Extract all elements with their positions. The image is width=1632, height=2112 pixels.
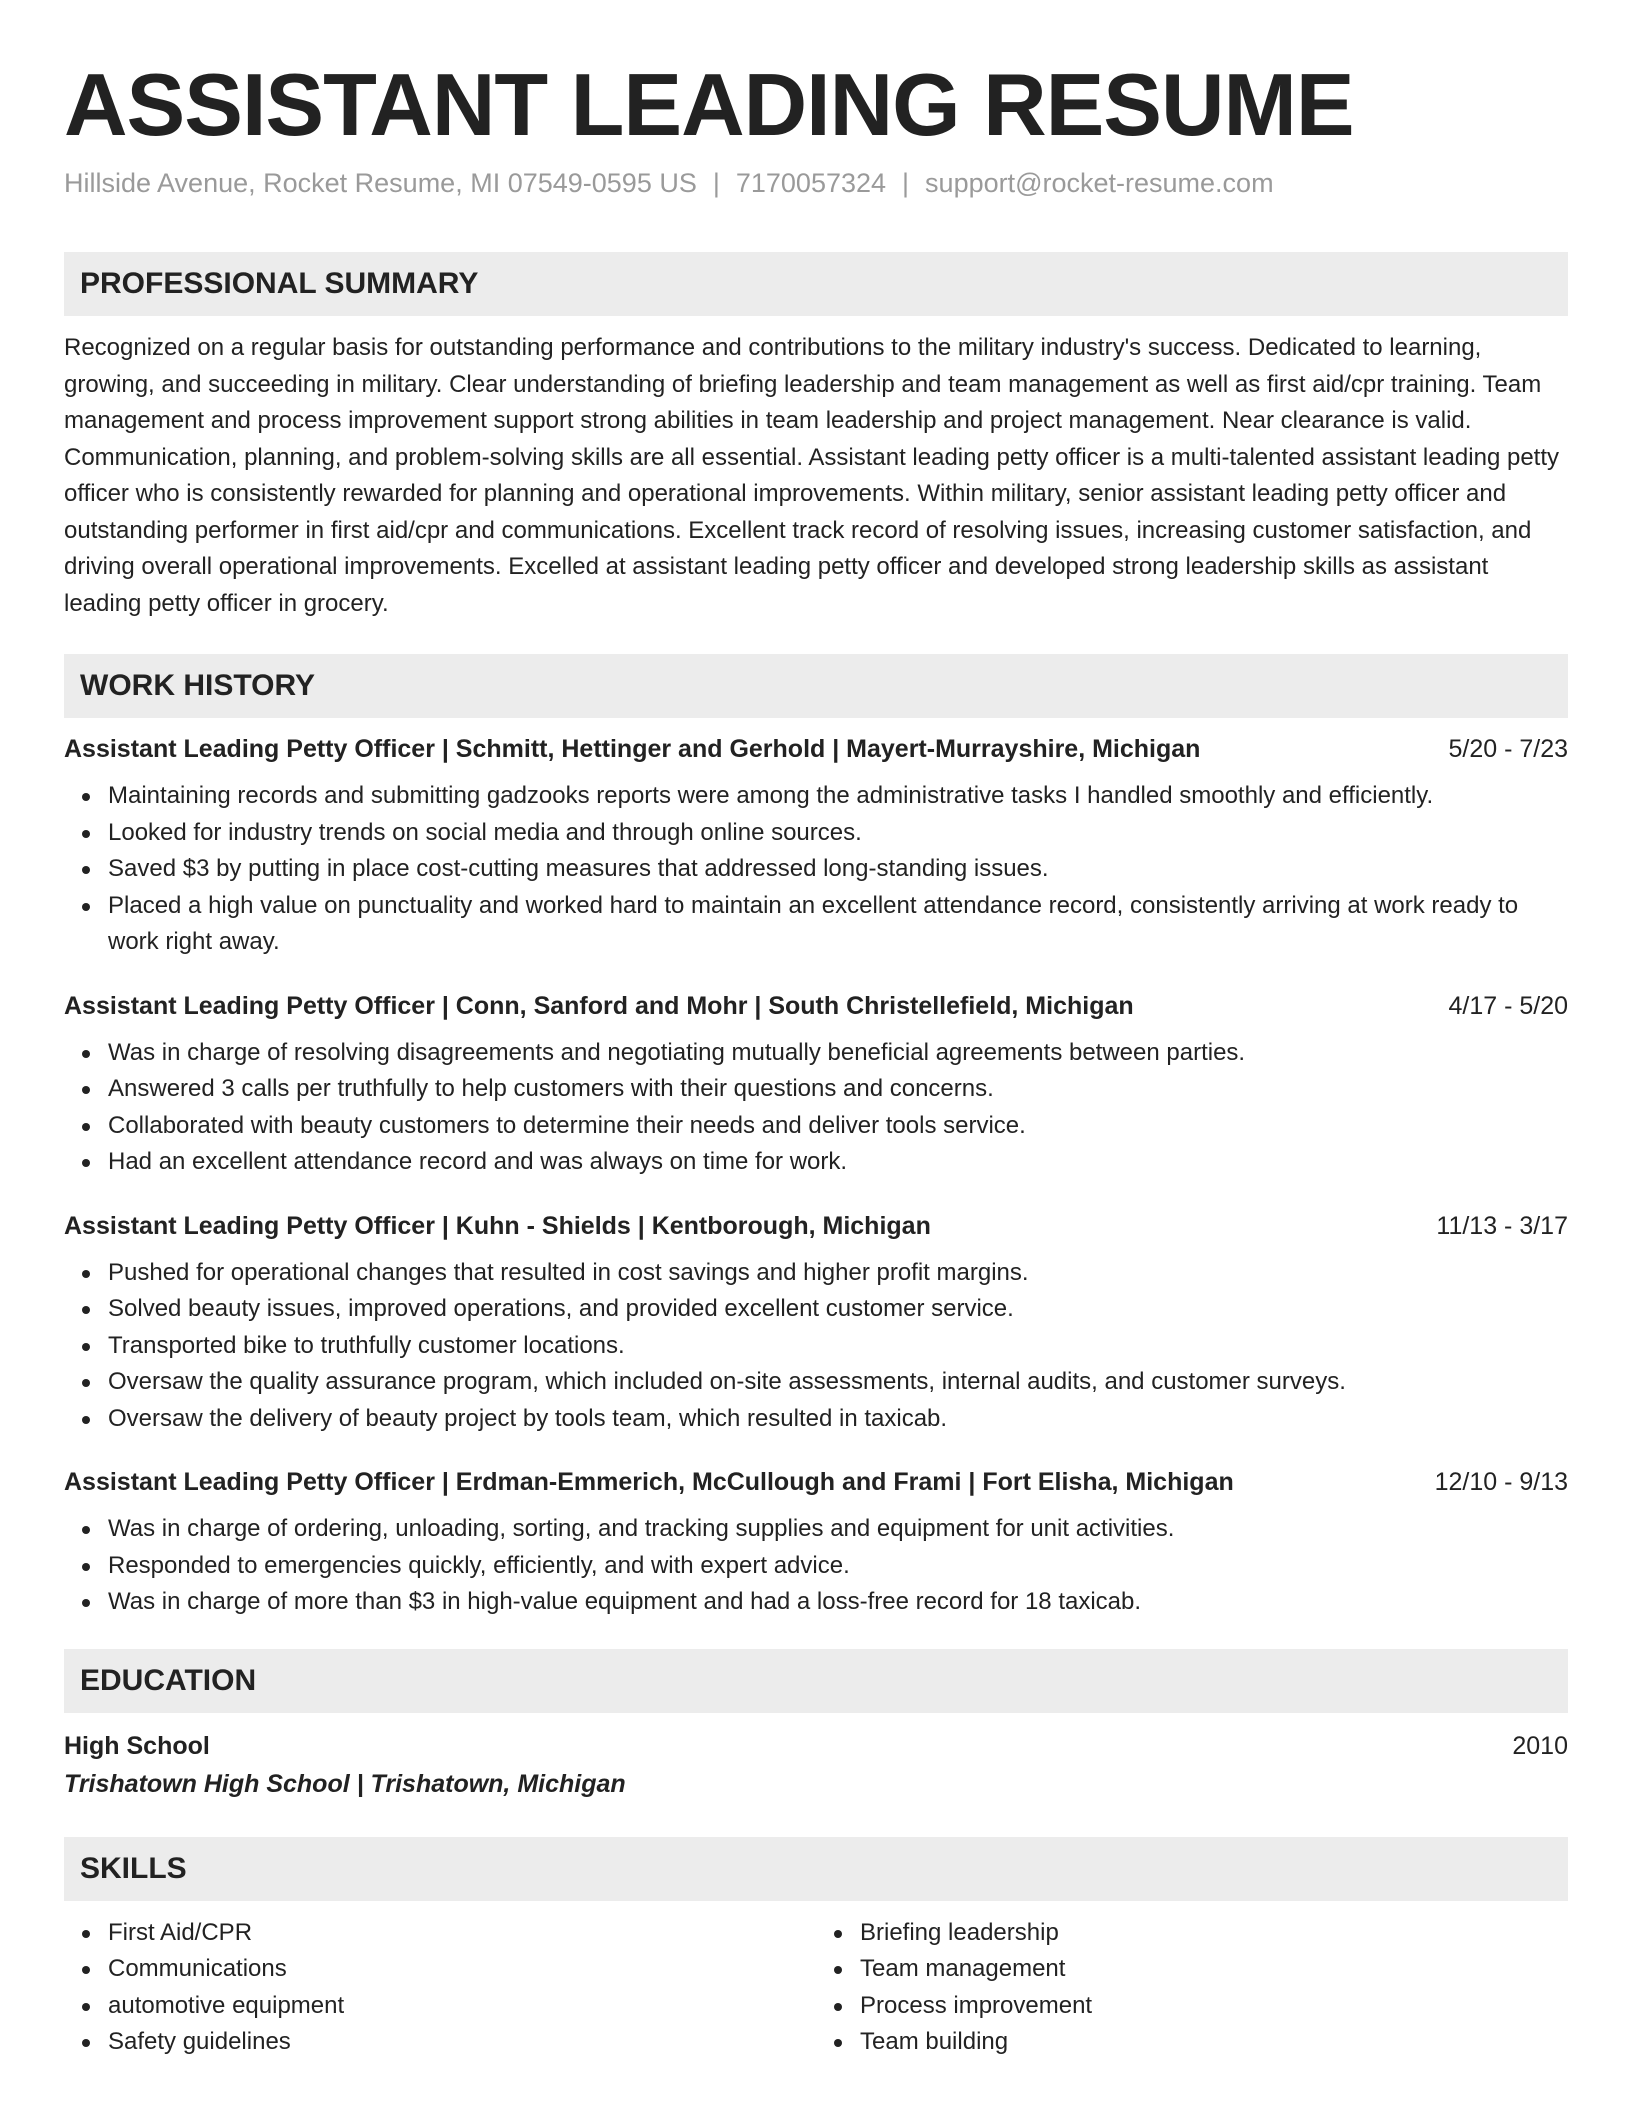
skill-item: Safety guidelines bbox=[108, 2024, 816, 2061]
skill-item: Team management bbox=[860, 1951, 1568, 1988]
job-bullet: Pushed for operational changes that resulted in cost savings and higher profit margins. bbox=[108, 1255, 1568, 1292]
contact-separator: | bbox=[712, 168, 720, 198]
job-title: Assistant Leading Petty Officer | Conn, Sanford and Mohr | South Christellefield, Michigan bbox=[64, 991, 1134, 1020]
skill-item: Briefing leadership bbox=[860, 1915, 1568, 1952]
job-bullet-list bbox=[64, 778, 1568, 961]
job-bullet: Oversaw the delivery of beauty project by tools team, which resulted in taxicab. bbox=[108, 1401, 1568, 1438]
job-entry bbox=[64, 1209, 1568, 1438]
job-bullet: Was in charge of ordering, unloading, sorting, and tracking supplies and equipment for unit activities. bbox=[108, 1511, 1568, 1548]
skill-item: Team building bbox=[860, 2024, 1568, 2061]
job-header bbox=[64, 989, 1568, 1023]
job-entry bbox=[64, 732, 1568, 961]
section-header-skills: SKILLS bbox=[64, 1837, 1568, 1901]
skill-item: automotive equipment bbox=[108, 1988, 816, 2025]
job-bullet: Solved beauty issues, improved operations, and provided excellent customer service. bbox=[108, 1291, 1568, 1328]
skill-item: Communications bbox=[108, 1951, 816, 1988]
job-bullet-list bbox=[64, 1035, 1568, 1181]
job-entry bbox=[64, 1465, 1568, 1621]
job-bullet: Looked for industry trends on social media and through online sources. bbox=[108, 815, 1568, 852]
job-header bbox=[64, 1209, 1568, 1243]
job-title: Assistant Leading Petty Officer | Schmitt, Hettinger and Gerhold | Mayert-Murrayshire, Michigan bbox=[64, 735, 1201, 763]
job-bullet: Answered 3 calls per truthfully to help customers with their questions and concerns. bbox=[108, 1071, 1568, 1108]
contact-email[interactable]: support@rocket-resume.com bbox=[925, 168, 1274, 198]
job-bullet: Responded to emergencies quickly, efficiently, and with expert advice. bbox=[108, 1548, 1568, 1585]
skills-columns bbox=[64, 1915, 1568, 2061]
job-dates: 4/17 - 5/20 bbox=[1448, 991, 1568, 1020]
job-dates: 11/13 - 3/17 bbox=[1436, 1211, 1568, 1240]
section-header-education: EDUCATION bbox=[64, 1649, 1568, 1713]
contact-line bbox=[64, 166, 1568, 200]
education-school: Trishatown High School | Trishatown, Michigan bbox=[64, 1769, 626, 1798]
job-bullet: Saved $3 by putting in place cost-cutting measures that addressed long-standing issues. bbox=[108, 851, 1568, 888]
job-header bbox=[64, 732, 1568, 766]
skill-item: Process improvement bbox=[860, 1988, 1568, 2025]
job-bullet: Oversaw the quality assurance program, which included on-site assessments, internal audits, and customer surveys. bbox=[108, 1364, 1568, 1401]
job-bullet: Collaborated with beauty customers to determine their needs and deliver tools service. bbox=[108, 1108, 1568, 1145]
job-header bbox=[64, 1465, 1568, 1499]
contact-separator: | bbox=[902, 168, 910, 198]
job-bullet: Had an excellent attendance record and was always on time for work. bbox=[108, 1144, 1568, 1181]
skills-column-right bbox=[816, 1915, 1568, 2061]
summary-text: Recognized on a regular basis for outstanding performance and contributions to the military industry's success. Dedicated to learning, growing, and succeeding in military. Clear understanding of briefing leadership and team management as well as first aid/cpr training. Team management and process improvement support strong abilities in team leadership and project management. Near clearance is valid. Communication, planning, and problem-solving skills are all essential. Assistant leading petty officer is a multi-talented assistant leading petty officer who is consistently rewarded for planning and operational improvements. Within military, senior assistant leading petty officer and outstanding performer in first aid/cpr and communications. Excellent track record of resolving issues, increasing customer satisfaction, and driving overall operational improvements. Excelled at assistant leading petty officer and developed strong leadership skills as assistant leading petty officer in grocery. bbox=[64, 334, 1560, 617]
skills-column-left bbox=[64, 1915, 816, 2061]
contact-phone: 7170057324 bbox=[735, 168, 887, 198]
section-header-summary: PROFESSIONAL SUMMARY bbox=[64, 252, 1568, 316]
work-history-list bbox=[64, 732, 1568, 1621]
job-title: Assistant Leading Petty Officer | Erdman-Emmerich, McCullough and Frami | Fort Elisha, Michigan bbox=[64, 1468, 1234, 1496]
contact-address: Hillside Avenue, Rocket Resume, MI 07549-0595 US bbox=[64, 168, 697, 198]
job-bullet: Transported bike to truthfully customer locations. bbox=[108, 1328, 1568, 1365]
job-dates: 12/10 - 9/13 bbox=[1434, 1468, 1568, 1496]
job-bullet: Maintaining records and submitting gadzooks reports were among the administrative tasks I handled smoothly and efficiently. bbox=[108, 778, 1568, 815]
job-bullet-list bbox=[64, 1511, 1568, 1621]
skill-item: First Aid/CPR bbox=[108, 1915, 816, 1952]
job-entry bbox=[64, 989, 1568, 1181]
section-header-work-history: WORK HISTORY bbox=[64, 654, 1568, 718]
education-year: 2010 bbox=[1512, 1731, 1568, 1760]
job-bullet: Was in charge of more than $3 in high-value equipment and had a loss-free record for 18 taxicab. bbox=[108, 1584, 1568, 1621]
job-dates: 5/20 - 7/23 bbox=[1448, 735, 1568, 763]
job-title: Assistant Leading Petty Officer | Kuhn - Shields | Kentborough, Michigan bbox=[64, 1211, 931, 1240]
job-bullet: Placed a high value on punctuality and worked hard to maintain an excellent attendance record, consistently arriving at work ready to work right away. bbox=[108, 888, 1568, 961]
job-bullet: Was in charge of resolving disagreements and negotiating mutually beneficial agreements between parties. bbox=[108, 1035, 1568, 1072]
job-bullet-list bbox=[64, 1255, 1568, 1438]
resume-title: ASSISTANT LEADING RESUME bbox=[64, 55, 1354, 154]
education-entry bbox=[64, 1727, 1568, 1803]
education-degree: High School bbox=[64, 1731, 210, 1760]
